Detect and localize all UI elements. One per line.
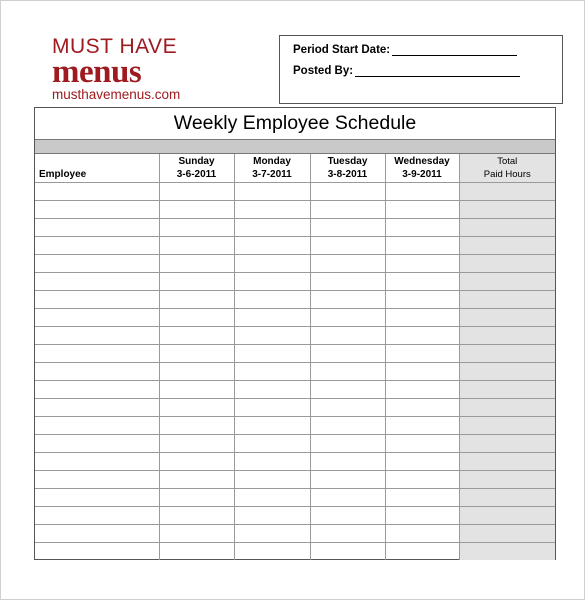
table-row — [35, 435, 555, 453]
total-hours-cell[interactable] — [459, 291, 555, 309]
monday-cell[interactable] — [234, 543, 310, 561]
monday-cell[interactable] — [234, 309, 310, 327]
tuesday-cell[interactable] — [310, 363, 385, 381]
monday-cell[interactable] — [234, 435, 310, 453]
wednesday-cell[interactable] — [385, 435, 459, 453]
sunday-cell[interactable] — [159, 525, 234, 543]
tuesday-cell[interactable] — [310, 507, 385, 525]
sunday-cell[interactable] — [159, 399, 234, 417]
table-row — [35, 219, 555, 237]
wednesday-cell[interactable] — [385, 507, 459, 525]
header-band — [35, 140, 555, 154]
table-row — [35, 399, 555, 417]
total-label: Paid Hours — [483, 169, 531, 180]
sunday-cell[interactable] — [159, 291, 234, 309]
employee-cell[interactable] — [35, 543, 159, 561]
wednesday-cell[interactable] — [385, 327, 459, 345]
total-hours-cell[interactable] — [459, 453, 555, 471]
monday-cell[interactable] — [234, 237, 310, 255]
employee-cell[interactable] — [35, 291, 159, 309]
tuesday-cell[interactable] — [310, 417, 385, 435]
table-row — [35, 183, 555, 201]
employee-cell[interactable] — [35, 507, 159, 525]
sunday-cell[interactable] — [159, 309, 234, 327]
monday-cell[interactable] — [234, 255, 310, 273]
wednesday-cell[interactable] — [385, 471, 459, 489]
tuesday-cell[interactable] — [310, 219, 385, 237]
employee-cell[interactable] — [35, 183, 159, 201]
monday-cell[interactable] — [234, 273, 310, 291]
sunday-cell[interactable] — [159, 219, 234, 237]
monday-cell[interactable] — [234, 363, 310, 381]
employee-cell[interactable] — [35, 255, 159, 273]
employee-cell[interactable] — [35, 471, 159, 489]
tuesday-cell[interactable] — [310, 489, 385, 507]
sunday-cell[interactable] — [159, 345, 234, 363]
tuesday-cell[interactable] — [310, 543, 385, 561]
wednesday-cell[interactable] — [385, 363, 459, 381]
table-header-row — [35, 154, 555, 183]
period-start-field[interactable] — [392, 43, 517, 56]
tuesday-cell[interactable] — [310, 291, 385, 309]
date-label: 3-9-2011 — [402, 169, 442, 180]
col-header-wednesday — [385, 154, 459, 183]
employee-cell[interactable] — [35, 453, 159, 471]
wednesday-cell[interactable] — [385, 381, 459, 399]
total-hours-cell[interactable] — [459, 417, 555, 435]
employee-cell[interactable] — [35, 201, 159, 219]
monday-cell[interactable] — [234, 525, 310, 543]
day-label: Wednesday — [394, 156, 450, 167]
total-hours-cell[interactable] — [459, 345, 555, 363]
monday-cell[interactable] — [234, 453, 310, 471]
tuesday-cell[interactable] — [310, 399, 385, 417]
total-label: Total — [497, 156, 518, 167]
date-label: 3-6-2011 — [176, 169, 217, 180]
employee-cell[interactable] — [35, 417, 159, 435]
monday-cell[interactable] — [234, 471, 310, 489]
wednesday-cell[interactable] — [385, 273, 459, 291]
total-hours-cell[interactable] — [459, 471, 555, 489]
posted-by-label: Posted By: — [293, 65, 354, 77]
employee-cell[interactable] — [35, 327, 159, 345]
wednesday-cell[interactable] — [385, 525, 459, 543]
employee-cell[interactable] — [35, 237, 159, 255]
table-row — [35, 381, 555, 399]
sunday-cell[interactable] — [159, 363, 234, 381]
sunday-cell[interactable] — [159, 273, 234, 291]
tuesday-cell[interactable] — [310, 237, 385, 255]
period-start-label: Period Start Date: — [293, 44, 391, 56]
day-label: Monday — [253, 156, 291, 167]
table-row — [35, 345, 555, 363]
table-row — [35, 543, 555, 561]
wednesday-cell[interactable] — [385, 399, 459, 417]
date-label: 3-7-2011 — [252, 169, 292, 180]
total-hours-cell[interactable] — [459, 435, 555, 453]
table-row — [35, 327, 555, 345]
sunday-cell[interactable] — [159, 183, 234, 201]
monday-cell[interactable] — [234, 417, 310, 435]
tuesday-cell[interactable] — [310, 183, 385, 201]
tuesday-cell[interactable] — [310, 453, 385, 471]
posted-by-field[interactable] — [355, 64, 520, 77]
monday-cell[interactable] — [234, 345, 310, 363]
sunday-cell[interactable] — [159, 381, 234, 399]
col-header-monday — [234, 154, 310, 183]
brand-logo[interactable] — [52, 36, 180, 103]
table-row — [35, 453, 555, 471]
monday-cell[interactable] — [234, 399, 310, 417]
monday-cell[interactable] — [234, 507, 310, 525]
total-hours-cell[interactable] — [459, 255, 555, 273]
schedule-table — [35, 154, 555, 560]
total-hours-cell[interactable] — [459, 507, 555, 525]
employee-cell[interactable] — [35, 219, 159, 237]
table-row — [35, 507, 555, 525]
wednesday-cell[interactable] — [385, 543, 459, 561]
employee-cell[interactable] — [35, 525, 159, 543]
total-hours-cell[interactable] — [459, 399, 555, 417]
period-start-row — [293, 43, 517, 56]
sunday-cell[interactable] — [159, 453, 234, 471]
total-hours-cell[interactable] — [459, 273, 555, 291]
wednesday-cell[interactable] — [385, 183, 459, 201]
sunday-cell[interactable] — [159, 471, 234, 489]
tuesday-cell[interactable] — [310, 327, 385, 345]
tuesday-cell[interactable] — [310, 381, 385, 399]
logo-top-text: MUST HAVE — [52, 35, 178, 58]
sunday-cell[interactable] — [159, 237, 234, 255]
employee-cell[interactable] — [35, 309, 159, 327]
employee-cell[interactable] — [35, 381, 159, 399]
wednesday-cell[interactable] — [385, 237, 459, 255]
col-header-total — [459, 154, 555, 183]
tuesday-cell[interactable] — [310, 435, 385, 453]
monday-cell[interactable] — [234, 327, 310, 345]
table-row — [35, 291, 555, 309]
schedule-body — [35, 183, 555, 561]
logo-main-text: menus — [52, 54, 142, 90]
sunday-cell[interactable] — [159, 255, 234, 273]
logo-url[interactable]: musthavemenus.com — [52, 87, 181, 102]
wednesday-cell[interactable] — [385, 219, 459, 237]
col-header-sunday — [159, 154, 234, 183]
sunday-cell[interactable] — [159, 435, 234, 453]
total-hours-cell[interactable] — [459, 309, 555, 327]
sunday-cell[interactable] — [159, 327, 234, 345]
wednesday-cell[interactable] — [385, 255, 459, 273]
employee-cell[interactable] — [35, 345, 159, 363]
table-row — [35, 309, 555, 327]
info-box — [279, 35, 563, 104]
wednesday-cell[interactable] — [385, 489, 459, 507]
employee-cell[interactable] — [35, 489, 159, 507]
sunday-cell[interactable] — [159, 489, 234, 507]
table-row — [35, 471, 555, 489]
monday-cell[interactable] — [234, 201, 310, 219]
wednesday-cell[interactable] — [385, 201, 459, 219]
schedule-title: Weekly Employee Schedule — [35, 108, 555, 140]
total-hours-cell[interactable] — [459, 183, 555, 201]
monday-cell[interactable] — [234, 381, 310, 399]
total-hours-cell[interactable] — [459, 327, 555, 345]
total-hours-cell[interactable] — [459, 543, 555, 561]
employee-cell[interactable] — [35, 273, 159, 291]
total-hours-cell[interactable] — [459, 363, 555, 381]
day-label: Sunday — [178, 156, 215, 167]
monday-cell[interactable] — [234, 489, 310, 507]
sunday-cell[interactable] — [159, 543, 234, 561]
monday-cell[interactable] — [234, 291, 310, 309]
total-hours-cell[interactable] — [459, 219, 555, 237]
table-row — [35, 489, 555, 507]
wednesday-cell[interactable] — [385, 345, 459, 363]
col-header-employee: Employee — [35, 154, 159, 183]
total-hours-cell[interactable] — [459, 237, 555, 255]
wednesday-cell[interactable] — [385, 309, 459, 327]
wednesday-cell[interactable] — [385, 291, 459, 309]
tuesday-cell[interactable] — [310, 201, 385, 219]
total-hours-cell[interactable] — [459, 201, 555, 219]
posted-by-row — [293, 64, 520, 77]
tuesday-cell[interactable] — [310, 273, 385, 291]
total-hours-cell[interactable] — [459, 381, 555, 399]
employee-cell[interactable] — [35, 363, 159, 381]
date-label: 3-8-2011 — [327, 169, 368, 180]
tuesday-cell[interactable] — [310, 309, 385, 327]
wednesday-cell[interactable] — [385, 453, 459, 471]
employee-cell[interactable] — [35, 435, 159, 453]
sunday-cell[interactable] — [159, 507, 234, 525]
tuesday-cell[interactable] — [310, 471, 385, 489]
monday-cell[interactable] — [234, 219, 310, 237]
tuesday-cell[interactable] — [310, 525, 385, 543]
table-row — [35, 417, 555, 435]
table-row — [35, 525, 555, 543]
table-row — [35, 201, 555, 219]
total-hours-cell[interactable] — [459, 489, 555, 507]
schedule-sheet — [34, 107, 556, 560]
tuesday-cell[interactable] — [310, 255, 385, 273]
tuesday-cell[interactable] — [310, 345, 385, 363]
sunday-cell[interactable] — [159, 417, 234, 435]
wednesday-cell[interactable] — [385, 417, 459, 435]
day-label: Tuesday — [327, 156, 368, 167]
col-header-tuesday — [310, 154, 385, 183]
monday-cell[interactable] — [234, 183, 310, 201]
table-row — [35, 237, 555, 255]
table-row — [35, 363, 555, 381]
table-row — [35, 255, 555, 273]
sunday-cell[interactable] — [159, 201, 234, 219]
total-hours-cell[interactable] — [459, 525, 555, 543]
table-row — [35, 273, 555, 291]
employee-cell[interactable] — [35, 399, 159, 417]
